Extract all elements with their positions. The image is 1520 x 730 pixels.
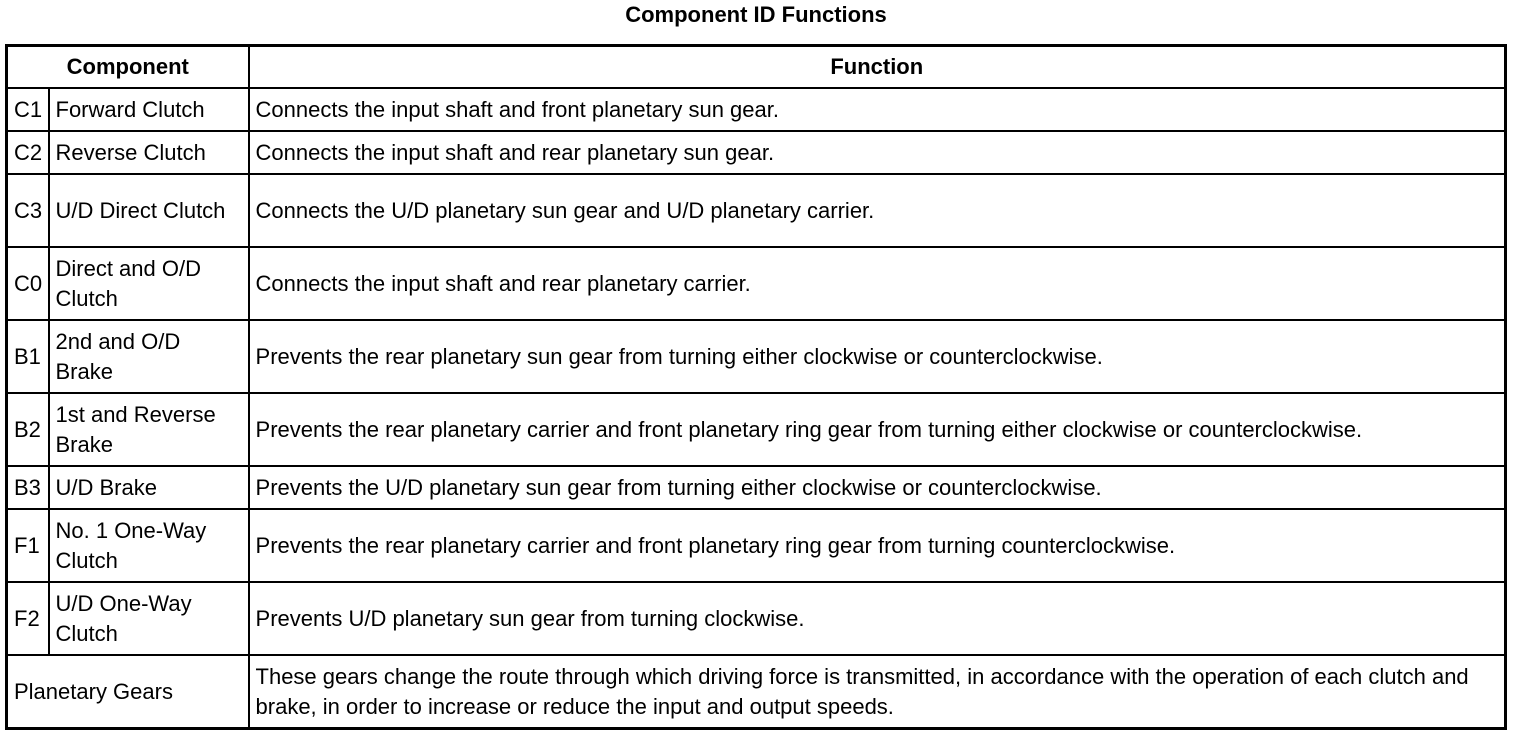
component-column-header: Component [7, 46, 249, 89]
function-column-header: Function [249, 46, 1506, 89]
table-row [7, 131, 1506, 174]
page-title: Component ID Functions [625, 2, 887, 27]
component-name-cell: U/D Brake [49, 466, 249, 509]
component-id-cell: F2 [7, 582, 49, 655]
component-name-cell: 2nd and O/D Brake [49, 320, 249, 393]
function-cell: Prevents the rear planetary carrier and front planetary ring gear from turning counterclockwise. [249, 509, 1506, 582]
table-row [7, 247, 1506, 320]
table-row [7, 582, 1506, 655]
function-cell: Connects the input shaft and front planetary sun gear. [249, 88, 1506, 131]
table-row [7, 393, 1506, 466]
function-cell: Prevents the U/D planetary sun gear from turning either clockwise or counterclockwise. [249, 466, 1506, 509]
component-id-cell: B2 [7, 393, 49, 466]
component-id-cell: B1 [7, 320, 49, 393]
function-cell: Prevents the rear planetary carrier and front planetary ring gear from turning either clockwise or counterclockwise. [249, 393, 1506, 466]
component-id-cell: C1 [7, 88, 49, 131]
component-name-cell: Reverse Clutch [49, 131, 249, 174]
component-name-cell: Direct and O/D Clutch [49, 247, 249, 320]
table-row [7, 509, 1506, 582]
component-name-cell: U/D One-Way Clutch [49, 582, 249, 655]
table-row [7, 655, 1506, 729]
component-name-cell: 1st and Reverse Brake [49, 393, 249, 466]
component-name-cell: U/D Direct Clutch [49, 174, 249, 247]
function-cell: Prevents U/D planetary sun gear from turning clockwise. [249, 582, 1506, 655]
table-header-row [7, 46, 1506, 89]
component-id-cell: B3 [7, 466, 49, 509]
component-name-cell: Planetary Gears [7, 655, 249, 729]
component-id-cell: C0 [7, 247, 49, 320]
function-cell: Prevents the rear planetary sun gear from turning either clockwise or counterclockwise. [249, 320, 1506, 393]
function-cell: Connects the U/D planetary sun gear and U/D planetary carrier. [249, 174, 1506, 247]
function-cell: Connects the input shaft and rear planetary sun gear. [249, 131, 1506, 174]
component-id-cell: F1 [7, 509, 49, 582]
table-row [7, 320, 1506, 393]
table-row [7, 88, 1506, 131]
component-name-cell: Forward Clutch [49, 88, 249, 131]
table-row [7, 466, 1506, 509]
table-row [7, 174, 1506, 247]
function-cell: Connects the input shaft and rear planetary carrier. [249, 247, 1506, 320]
function-cell: These gears change the route through which driving force is transmitted, in accordance with the operation of each clutch and brake, in order to increase or reduce the input and output speeds. [249, 655, 1506, 729]
component-id-cell: C3 [7, 174, 49, 247]
component-function-table [5, 44, 1507, 730]
component-id-cell: C2 [7, 131, 49, 174]
component-name-cell: No. 1 One-Way Clutch [49, 509, 249, 582]
